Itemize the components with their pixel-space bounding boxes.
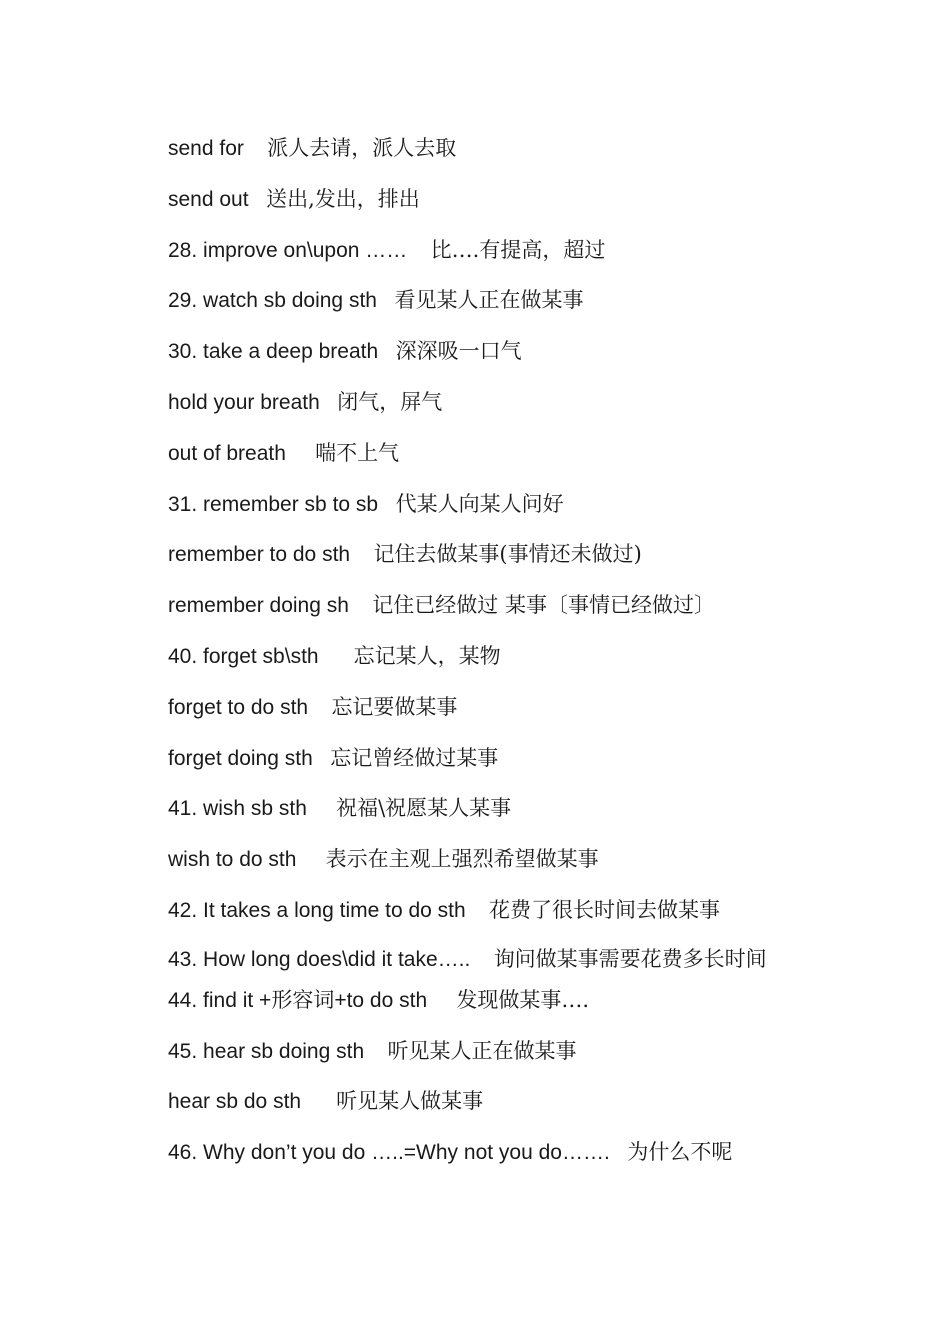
phrase-english: hold your breath bbox=[168, 390, 320, 414]
phrase-english: forget to do sth bbox=[168, 695, 309, 719]
phrase-line bbox=[144, 331, 824, 372]
phrase-english: 44. find it +形容词+to do sth bbox=[168, 988, 428, 1012]
phrase-english: send out bbox=[168, 187, 249, 211]
phrase-line bbox=[144, 1132, 824, 1173]
phrase-chinese: 发现做某事…. bbox=[456, 987, 590, 1012]
phrase-chinese: 深深吸一口气 bbox=[395, 339, 522, 364]
phrase-line bbox=[144, 941, 824, 978]
phrase-line bbox=[144, 382, 824, 423]
phrase-english: 41. wish sb sth bbox=[168, 797, 307, 821]
phrase-chinese: 记住去做某事(事情还未做过) bbox=[373, 542, 642, 567]
phrase-english: 29. watch sb doing sth bbox=[168, 289, 377, 313]
phrase-chinese: 听见某人正在做某事 bbox=[387, 1038, 577, 1063]
phrase-chinese: 看见某人正在做某事 bbox=[394, 288, 584, 313]
phrase-line bbox=[144, 433, 824, 474]
phrase-english: 42. It takes a long time to do sth bbox=[168, 898, 466, 922]
phrase-chinese: 听见某人做某事 bbox=[336, 1089, 484, 1114]
phrase-chinese: 花费了很长时间去做某事 bbox=[489, 897, 721, 922]
phrase-english: 30. take a deep breath bbox=[168, 340, 379, 364]
phrase-chinese: 询问做某事需要花费多长时间 bbox=[493, 946, 767, 971]
phrase-line bbox=[144, 687, 824, 728]
phrase-line bbox=[144, 980, 824, 1021]
phrase-chinese: 喘不上气 bbox=[315, 440, 400, 465]
phrase-line bbox=[144, 230, 824, 271]
phrase-english: 46. Why don’t you do …..=Why not you do……. bbox=[168, 1141, 610, 1165]
phrase-english: 40. forget sb\sth bbox=[168, 644, 319, 668]
phrase-english: 28. improve on\upon …… bbox=[168, 238, 408, 262]
phrase-chinese: 表示在主观上强烈希望做某事 bbox=[325, 847, 599, 872]
phrase-chinese: 闭气，屏气 bbox=[337, 389, 443, 414]
phrase-line bbox=[144, 179, 824, 220]
phrase-chinese: 送出,发出，排出 bbox=[266, 186, 420, 211]
phrase-list bbox=[144, 128, 824, 1183]
phrase-english: 43. How long does\did it take….. bbox=[168, 947, 471, 971]
phrase-chinese: 比….有提高，超过 bbox=[430, 237, 606, 262]
phrase-line bbox=[144, 534, 824, 575]
phrase-chinese: 祝福\祝愿某人某事 bbox=[336, 796, 512, 821]
phrase-english: forget doing sth bbox=[168, 746, 313, 770]
phrase-english: hear sb do sth bbox=[168, 1090, 302, 1114]
phrase-line bbox=[144, 738, 824, 779]
phrase-english: remember to do sth bbox=[168, 543, 351, 567]
phrase-english: 45. hear sb doing sth bbox=[168, 1039, 365, 1063]
phrase-line bbox=[144, 890, 824, 931]
phrase-chinese: 为什么不呢 bbox=[627, 1140, 733, 1165]
phrase-line bbox=[144, 1031, 824, 1072]
phrase-line bbox=[144, 788, 824, 829]
phrase-english: send for bbox=[168, 137, 244, 160]
phrase-chinese: 派人去请，派人去取 bbox=[267, 136, 457, 160]
phrase-line bbox=[144, 484, 824, 525]
phrase-line bbox=[144, 128, 824, 169]
phrase-line bbox=[144, 585, 824, 626]
phrase-chinese: 忘记某人，某物 bbox=[353, 643, 501, 668]
phrase-english: remember doing sh bbox=[168, 594, 349, 618]
phrase-line bbox=[144, 839, 824, 880]
phrase-english: 31. remember sb to sb bbox=[168, 492, 379, 516]
phrase-english: wish to do sth bbox=[168, 848, 297, 872]
phrase-chinese: 忘记曾经做过某事 bbox=[330, 745, 499, 770]
phrase-line bbox=[144, 636, 824, 677]
phrase-english: out of breath bbox=[168, 441, 286, 465]
phrase-chinese: 记住已经做过 某事〔事情已经做过〕 bbox=[372, 593, 715, 618]
phrase-chinese: 忘记要做某事 bbox=[331, 694, 458, 719]
phrase-line bbox=[144, 1081, 824, 1122]
phrase-chinese: 代某人向某人问好 bbox=[395, 491, 564, 516]
phrase-line bbox=[144, 280, 824, 321]
